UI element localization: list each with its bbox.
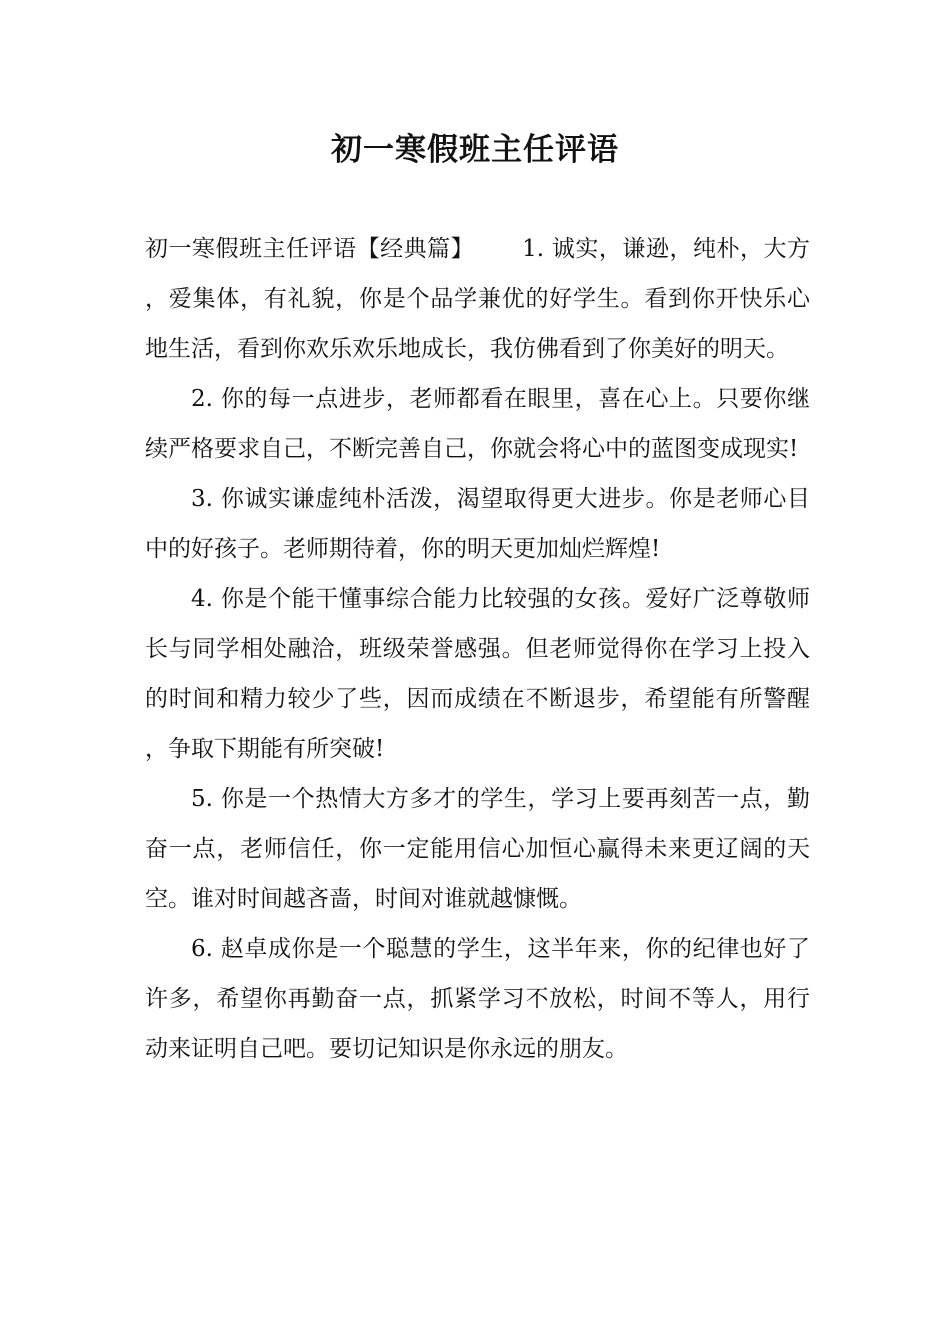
document-title: 初一寒假班主任评语 bbox=[331, 132, 619, 168]
paragraph-6: 6. 赵卓成你是一个聪慧的学生，这半年来，你的纪律也好了许多，希望你再勤奋一点，抓紧学习不放松，时间不等人，用行动来证明自己吧。要切记知识是你永远的朋友。 bbox=[145, 936, 810, 1062]
intro-heading: 初一寒假班主任评语【经典篇】 bbox=[145, 236, 475, 262]
paragraph-1 bbox=[145, 224, 810, 374]
paragraph-2: 2. 你的每一点进步，老师都看在眼里，喜在心上。只要你继续严格要求自己，不断完善自己，你就会将心中的蓝图变成现实! bbox=[145, 386, 810, 462]
paragraph-3: 3. 你诚实谦虚纯朴活泼，渴望取得更大进步。你是老师心目中的好孩子。老师期待着，你的明天更加灿烂辉煌! bbox=[145, 486, 810, 562]
paragraph-1-text: 1. 诚实，谦逊，纯朴，大方，爱集体，有礼貌，你是个品学兼优的好学生。看到你开快乐心地生活，看到你欢乐欢乐地成长，我仿佛看到了你美好的明天。 bbox=[145, 236, 810, 362]
document-body bbox=[145, 224, 810, 1074]
paragraph-4: 4. 你是个能干懂事综合能力比较强的女孩。爱好广泛尊敬师长与同学相处融洽，班级荣誉感强。但老师觉得你在学习上投入的时间和精力较少了些，因而成绩在不断退步，希望能有所警醒，争取下期能有所突破! bbox=[145, 586, 810, 762]
paragraph-5: 5. 你是一个热情大方多才的学生，学习上要再刻苦一点，勤奋一点，老师信任，你一定能用信心加恒心赢得未来更辽阔的天空。谁对时间越吝啬，时间对谁就越慷慨。 bbox=[145, 786, 810, 912]
